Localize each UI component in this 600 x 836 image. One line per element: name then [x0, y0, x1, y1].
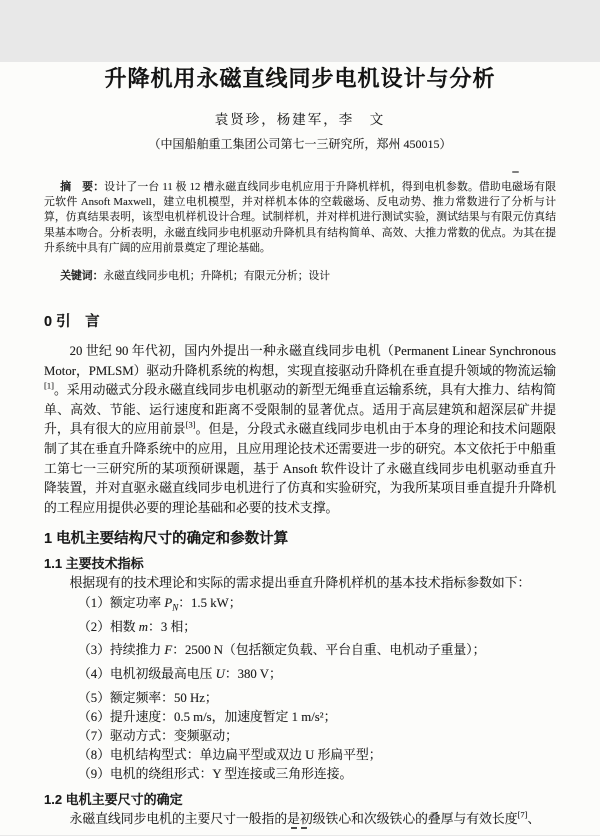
variable-symbol: U	[215, 667, 225, 681]
spec-item-text: ：380 V；	[224, 667, 282, 681]
intro-text-run: 。采用动磁式分段永磁直线同步电机驱动的新型无绳垂直运输系统，具有大推力、结构简单、高效、节能、运行速度和距离不受限制的显著优点。适用于高层建筑和超深层矿井提升，具有很大的应用前景	[44, 383, 556, 437]
spec-item-text: ：3 相；	[148, 619, 197, 634]
spec-item-thrust	[44, 641, 556, 665]
variable-symbol: P	[164, 596, 173, 611]
spec-item-drive-mode	[44, 727, 556, 746]
spec-item-rated-power	[44, 594, 556, 618]
spec-item-text: （5）额定频率：50 Hz；	[78, 690, 218, 705]
page-content	[0, 62, 600, 829]
spec-item-text: ：1.5 kW；	[178, 596, 242, 611]
subsection-1-2-tail: 、	[527, 811, 541, 826]
intro-paragraph	[44, 342, 556, 518]
subsection-1-2-heading: 1.2 电机主要尺寸的确定	[44, 791, 183, 807]
page-title: 升降机用永磁直线同步电机设计与分析	[104, 66, 496, 91]
authors-line: 袁贤珍，杨建军，李 文	[214, 112, 386, 127]
abstract-label: 摘 要：	[60, 181, 105, 193]
affiliation-line: （中国船舶重工集团公司第七一三研究所，郑州 450015）	[148, 137, 452, 151]
spec-item-text: ：2500 N（包括额定负载、平台自重、电机动子重量）；	[172, 643, 486, 658]
citation-ref-3: [3]	[185, 420, 196, 431]
citation-ref-7: [7]	[517, 809, 528, 820]
variable-symbol: m	[138, 619, 149, 634]
spec-list	[44, 594, 556, 783]
citation-ref-1: [1]	[44, 380, 54, 391]
spec-item-text: （3）持续推力	[78, 643, 165, 658]
page-number-cropped	[290, 827, 308, 835]
intro-text-run: 20 世纪 90 年代初，国内外提出一种永磁直线同步电机（Permanent Linear Synchronous Motor，PMLSM）驱动升降机系统的构想，实现直接驱动升降机在垂直提升领域的物流运输	[44, 344, 556, 378]
keywords-label: 关键词：	[60, 270, 104, 283]
abstract-paragraph	[44, 180, 556, 256]
abstract-block	[44, 180, 556, 256]
spec-item-text: （9）电机的绕组形式：Y 型连接或三角形连接。	[78, 766, 353, 781]
section-1-heading: 1 电机主要结构尺寸的确定和参数计算	[44, 531, 289, 548]
subsection-1-1-heading: 1.1 主要技术指标	[44, 556, 144, 572]
spec-item-text: （4）电机初级最高电压	[78, 667, 216, 681]
subsection-1-2-text: 永磁直线同步电机的主要尺寸一般指的是初级铁心和次级铁心的叠厚与有效长度	[69, 811, 518, 826]
spec-item-text: （8）电机结构型式：单边扁平型或双边 U 形扁平型；	[78, 747, 382, 762]
spec-item-text: （7）驱动方式：变频驱动；	[78, 728, 238, 743]
section-0-heading: 0 引 言	[44, 314, 100, 331]
spec-item-phases	[44, 618, 556, 642]
variable-symbol: F	[164, 643, 173, 658]
intro-text-run: 。但是，分段式永磁直线同步电机由于本身的理论和技术问题限制了其在垂直升降系统中的应用，且应用理论技术还需要进一步的研究。本文依托于中船重工第七一三研究所的某项预研课题，基于 Ansoft 软件设计了永磁直线同步电机驱动垂直升降装置，并对直驱永磁直线同步电机进行了仿真和实验研究，为我所某项目垂直提升升降机的工程应用提供必要的理论基础和必要的技术支撑。	[44, 422, 557, 515]
keywords-text: 永磁直线同步电机；升降机；有限元分析；设计	[103, 270, 331, 283]
keywords-line	[44, 269, 556, 284]
abstract-text: 设计了一台 11 极 12 槽永磁直线同步电机应用于升降机样机，得到电机参数。借助电磁场有限元软件 Ansoft Maxwell，建立电机模型，并对样机本体的空载磁场、反电动势、推力常数进行了分析与计算，仿真结果表明，该型电机样机设计合理。试制样机，并对样机进行测试实验，测试结果与有限元仿真结果基本吻合。分析表明，永磁直线同步电机驱动升降机具有结构简单、高效、大推力常数的优点。为其在提升系统中具有广阔的应用前景奠定了理论基础。	[44, 181, 556, 254]
spec-item-text: （2）相数	[78, 619, 139, 634]
scanned-paper-page	[0, 62, 600, 835]
spec-item-winding-type	[44, 765, 556, 784]
spec-item-voltage	[44, 665, 556, 689]
spec-item-frequency	[44, 689, 556, 708]
spec-item-speed	[44, 708, 556, 727]
spec-item-text: （6）提升速度：0.5 m/s，加速度暂定 1 m/s²；	[78, 709, 337, 724]
spec-list-intro: 根据现有的技术理论和实际的需求提出垂直升降机样机的基本技术指标参数如下：	[69, 576, 531, 591]
variable-subscript: N	[172, 602, 179, 613]
spec-item-structure-type	[44, 746, 556, 765]
scan-artifact	[512, 171, 519, 173]
spec-item-text: （1）额定功率	[78, 596, 165, 611]
